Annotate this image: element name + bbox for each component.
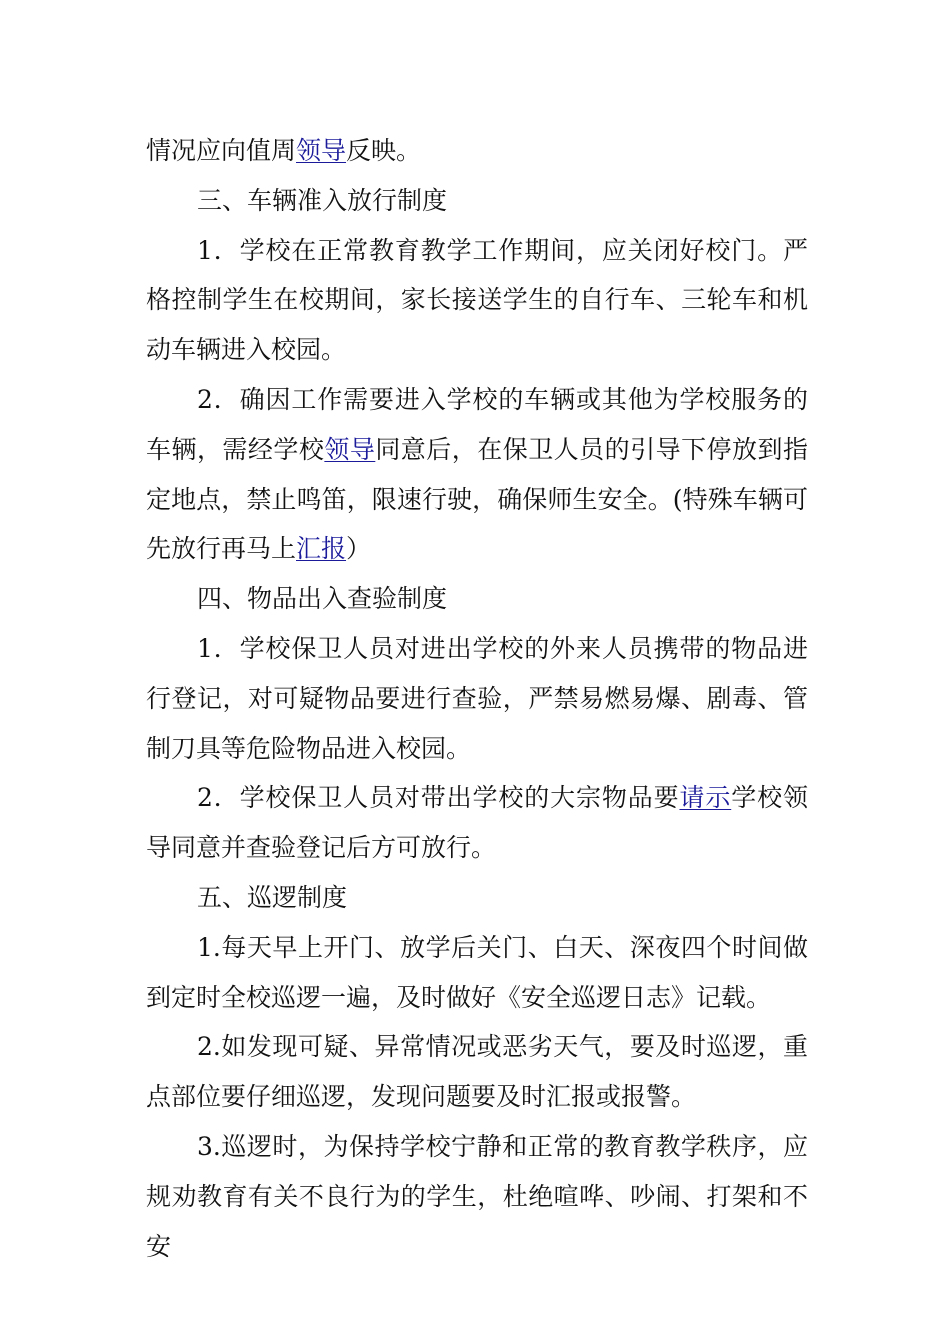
paragraph-text: ）: [346, 534, 372, 564]
paragraph-text: 2．确因工作需要进入学校的车辆或其他为学校服务的车辆，需经学校: [146, 384, 808, 464]
paragraph-text: 情况应向值周: [146, 136, 297, 165]
section-heading-vehicle: 三、车辆准入放行制度: [197, 185, 448, 215]
link-request[interactable]: 请示: [679, 783, 732, 813]
link-leader[interactable]: 领导: [296, 136, 347, 165]
paragraph-goods-2: [146, 773, 808, 873]
section-heading-goods: 四、物品出入查验制度: [197, 584, 448, 614]
document-body: [146, 126, 808, 1271]
paragraph-patrol-2: 2.如发现可疑、异常情况或恶劣天气，要及时巡逻，重点部位要仔细巡逻，发现问题要及时汇报或报警。: [146, 1032, 808, 1112]
paragraph-text: 学校领导同意并查验登记后方可放行。: [146, 783, 808, 863]
paragraph-text: 反映。: [346, 136, 422, 165]
link-leader[interactable]: 领导: [324, 434, 376, 464]
paragraph-vehicle-2: [146, 375, 808, 574]
paragraph-text: 同意后，在保卫人员的引导下停放到指定地点，禁止鸣笛，限速行驶，确保师生安全。(特殊车辆可先放行再马上: [146, 434, 808, 564]
link-report[interactable]: 汇报: [296, 534, 347, 564]
paragraph-goods-1: 1．学校保卫人员对进出学校的外来人员携带的物品进行登记，对可疑物品要进行查验，严禁易燃易爆、剧毒、管制刀具等危险物品进入校园。: [146, 633, 808, 763]
paragraph-text: 2．学校保卫人员对带出学校的大宗物品要: [197, 783, 680, 813]
paragraph-vehicle-1: 1．学校在正常教育教学工作期间，应关闭好校门。严格控制学生在校期间，家长接送学生的自行车、三轮车和机动车辆进入校园。: [146, 235, 808, 365]
paragraph-patrol-3: 3.巡逻时，为保持学校宁静和正常的教育教学秩序，应规劝教育有关不良行为的学生，杜绝喧哗、吵闹、打架和不安: [146, 1131, 808, 1261]
section-heading-patrol: 五、巡逻制度: [197, 882, 348, 912]
paragraph-patrol-1: 1.每天早上开门、放学后关门、白天、深夜四个时间做到定时全校巡逻一遍，及时做好《安全巡逻日志》记载。: [146, 932, 808, 1012]
paragraph-continuation: [146, 126, 808, 176]
